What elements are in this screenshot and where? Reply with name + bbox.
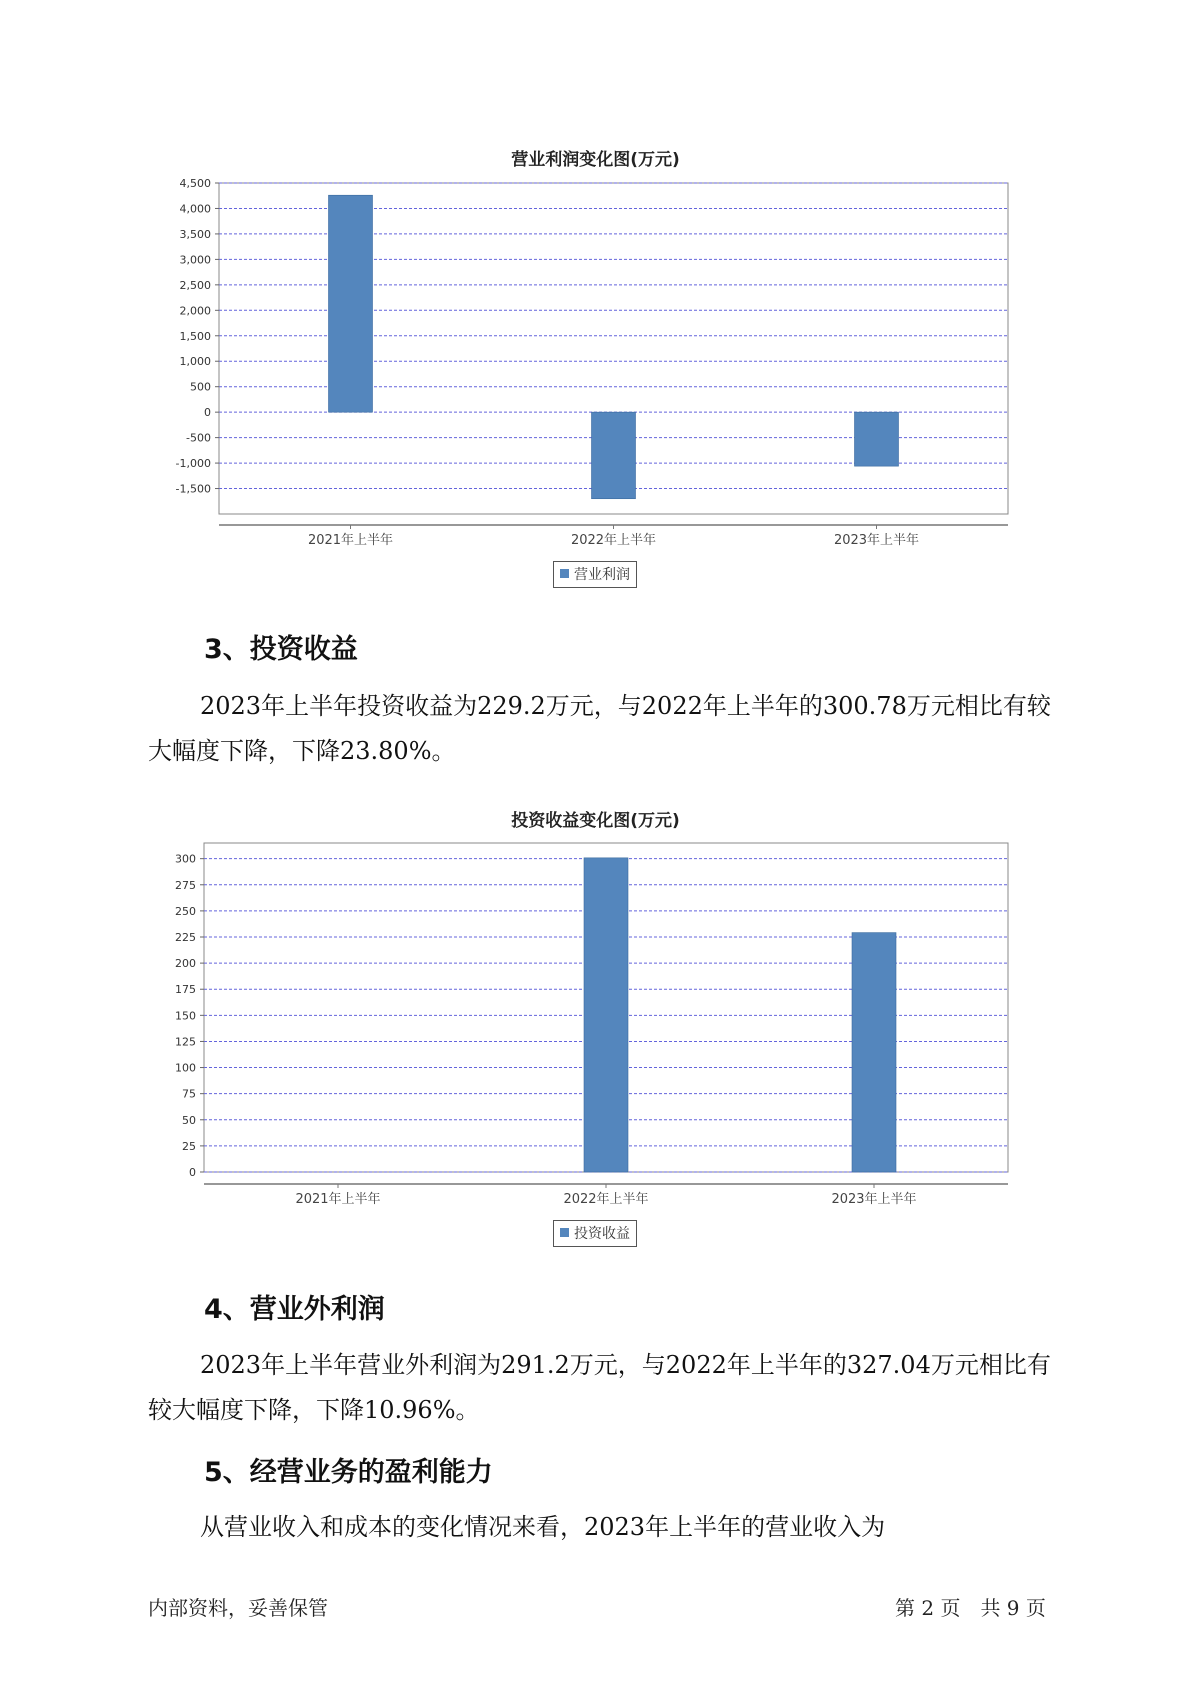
y-tick-label: -1,500 <box>175 482 211 496</box>
chart-legend <box>553 1220 637 1247</box>
bar <box>584 858 628 1172</box>
section-heading-business-profitability: 5、经营业务的盈利能力 <box>204 1457 493 1488</box>
y-tick-label: 50 <box>182 1113 196 1127</box>
y-tick-label: -500 <box>186 431 211 445</box>
y-tick-label: 150 <box>175 1009 196 1023</box>
footer-left: 内部资料，妥善保管 <box>148 1596 328 1620</box>
chart-title: 投资收益变化图(万元) <box>511 811 680 831</box>
y-tick-label: 0 <box>204 406 211 420</box>
section-text-business-profitability: 从营业收入和成本的变化情况来看，2023年上半年的营业收入为 <box>200 1513 886 1541</box>
y-tick-label: 75 <box>182 1087 196 1101</box>
x-tick-label: 2022年上半年 <box>570 533 657 548</box>
y-tick-label: 0 <box>189 1166 196 1179</box>
y-tick-label: 125 <box>175 1035 196 1049</box>
legend-label: 投资收益 <box>574 1226 630 1242</box>
y-tick-label: 225 <box>175 931 196 944</box>
chart-title: 营业利润变化图(万元) <box>511 150 680 170</box>
legend-swatch <box>560 1228 569 1237</box>
y-tick-label: 100 <box>175 1061 196 1075</box>
y-tick-label: -1,000 <box>175 457 211 471</box>
section-text-investment-income: 2023年上半年投资收益为229.2万元，与2022年上半年的300.78万元相比有较大幅度下降，下降23.80%。 <box>148 692 1051 765</box>
y-tick-label: 4,500 <box>179 177 211 190</box>
section-heading-investment-income: 3、投资收益 <box>204 634 358 665</box>
bar <box>852 933 896 1172</box>
x-tick-label: 2023年上半年 <box>833 533 920 548</box>
y-tick-label: 2,500 <box>179 278 211 292</box>
y-tick-label: 1,000 <box>179 355 211 369</box>
x-tick-label: 2022年上半年 <box>563 1192 649 1207</box>
y-tick-label: 300 <box>175 852 196 866</box>
legend-label: 营业利润 <box>574 567 630 583</box>
y-tick-label: 500 <box>190 380 211 394</box>
section-heading-non-operating-profit: 4、营业外利润 <box>204 1294 385 1325</box>
y-tick-label: 3,000 <box>179 253 211 267</box>
x-tick-label: 2021年上半年 <box>295 1192 381 1207</box>
y-tick-label: 175 <box>175 983 196 997</box>
x-tick-label: 2021年上半年 <box>307 533 394 548</box>
y-tick-label: 200 <box>175 957 196 971</box>
y-tick-label: 4,000 <box>179 202 211 216</box>
footer-page-number: 第 2 页 共 9 页 <box>895 1596 1046 1620</box>
y-tick-label: 250 <box>175 904 196 918</box>
y-tick-label: 3,500 <box>179 227 211 241</box>
section-text-non-operating-profit: 2023年上半年营业外利润为291.2万元，与2022年上半年的327.04万元相比有较大幅度下降，下降10.96%。 <box>148 1351 1051 1424</box>
x-tick-label: 2023年上半年 <box>831 1192 917 1207</box>
y-tick-label: 2,000 <box>179 304 211 318</box>
y-tick-label: 1,500 <box>179 329 211 343</box>
y-tick-label: 275 <box>175 878 196 892</box>
y-tick-label: 25 <box>182 1139 196 1153</box>
